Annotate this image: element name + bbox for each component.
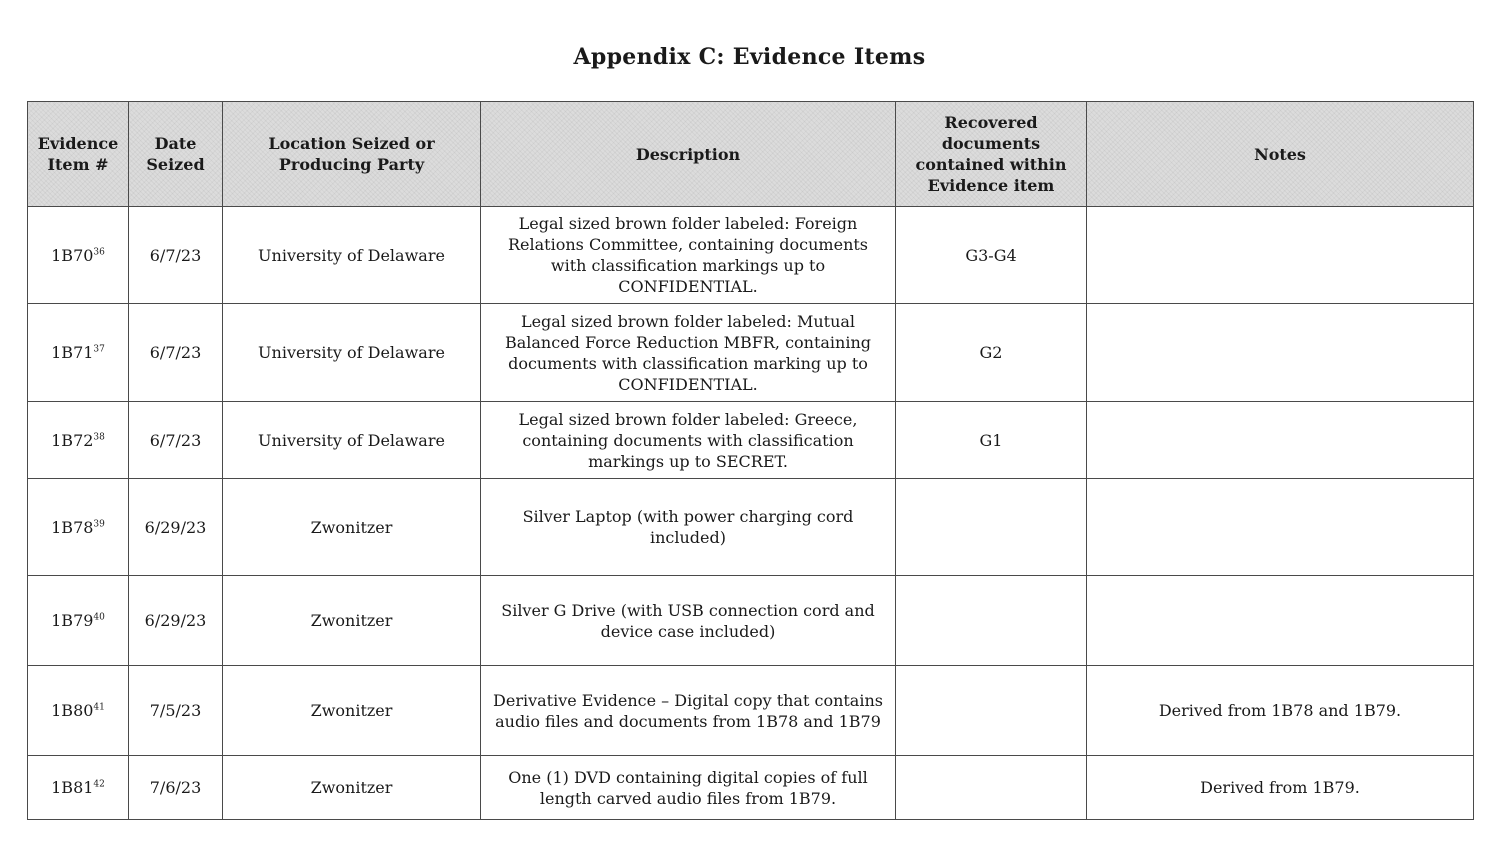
location-cell: University of Delaware [223,304,481,402]
header-recovered-documents: Recovered documents contained within Evidence item [896,102,1087,207]
description-cell: Silver Laptop (with power charging cord included) [481,479,896,576]
description-cell: Derivative Evidence – Digital copy that contains audio files and documents from 1B78 and 1B79 [481,666,896,756]
footnote-marker: 40 [93,612,105,623]
evidence-item-id: 1B79 [51,611,94,630]
notes-cell [1087,576,1474,666]
footnote-marker: 38 [93,432,105,443]
footnote-marker: 37 [93,344,105,355]
notes-cell: Derived from 1B79. [1087,756,1474,820]
notes-cell [1087,304,1474,402]
date-cell: 7/5/23 [129,666,223,756]
description-cell: One (1) DVD containing digital copies of full length carved audio files from 1B79. [481,756,896,820]
evidence-item-id: 1B70 [51,245,94,265]
notes-cell [1087,402,1474,479]
evidence-item-cell [28,479,129,576]
evidence-item-id: 1B72 [51,430,94,450]
table-row [28,479,1474,576]
date-cell: 6/7/23 [129,304,223,402]
footnote-marker: 36 [93,247,105,258]
location-cell: Zwonitzer [223,666,481,756]
header-evidence-item: Evidence Item # [28,102,129,207]
header-description: Description [481,102,896,207]
table-row [28,402,1474,479]
footnote-marker: 39 [93,519,105,530]
date-cell: 6/7/23 [129,402,223,479]
recovered-cell [896,666,1087,756]
notes-cell [1087,479,1474,576]
evidence-item-id: 1B71 [51,343,94,362]
evidence-item-cell [28,402,129,479]
header-location: Location Seized or Producing Party [223,102,481,207]
evidence-item-cell [28,756,129,820]
page-title: Appendix C: Evidence Items [573,44,926,70]
recovered-cell [896,479,1087,576]
location-cell: University of Delaware [223,207,481,304]
evidence-item-id: 1B81 [51,778,94,797]
recovered-cell: G3-G4 [896,207,1087,304]
description-cell: Legal sized brown folder labeled: Greece, containing documents with classification markings up to SECRET. [481,402,896,479]
header-notes: Notes [1087,102,1474,207]
table-row [28,666,1474,756]
evidence-item-cell [28,666,129,756]
notes-cell [1087,207,1474,304]
location-cell: Zwonitzer [223,576,481,666]
description-cell: Legal sized brown folder labeled: Foreign Relations Committee, containing documents with classification markings up to CONFIDENTIAL. [481,207,896,304]
recovered-cell: G1 [896,402,1087,479]
table-row [28,207,1474,304]
evidence-item-id: 1B80 [51,701,94,720]
footnote-marker: 41 [93,702,105,713]
table-row [28,304,1474,402]
evidence-table [27,101,1474,820]
recovered-cell [896,756,1087,820]
recovered-cell [896,576,1087,666]
evidence-item-id: 1B78 [51,517,94,537]
notes-cell: Derived from 1B78 and 1B79. [1087,666,1474,756]
description-cell: Silver G Drive (with USB connection cord and device case included) [481,576,896,666]
location-cell: Zwonitzer [223,756,481,820]
table-row [28,756,1474,820]
header-date-seized: Date Seized [129,102,223,207]
date-cell: 6/29/23 [129,576,223,666]
table-header-row [28,102,1474,207]
evidence-item-cell [28,304,129,402]
recovered-cell: G2 [896,304,1087,402]
location-cell: University of Delaware [223,402,481,479]
date-cell: 7/6/23 [129,756,223,820]
table-row [28,576,1474,666]
location-cell: Zwonitzer [223,479,481,576]
evidence-item-cell [28,576,129,666]
date-cell: 6/7/23 [129,207,223,304]
description-cell: Legal sized brown folder labeled: Mutual Balanced Force Reduction MBFR, containing documents with classification marking up to CONFIDENTIAL. [481,304,896,402]
date-cell: 6/29/23 [129,479,223,576]
footnote-marker: 42 [93,779,105,790]
evidence-item-cell [28,207,129,304]
